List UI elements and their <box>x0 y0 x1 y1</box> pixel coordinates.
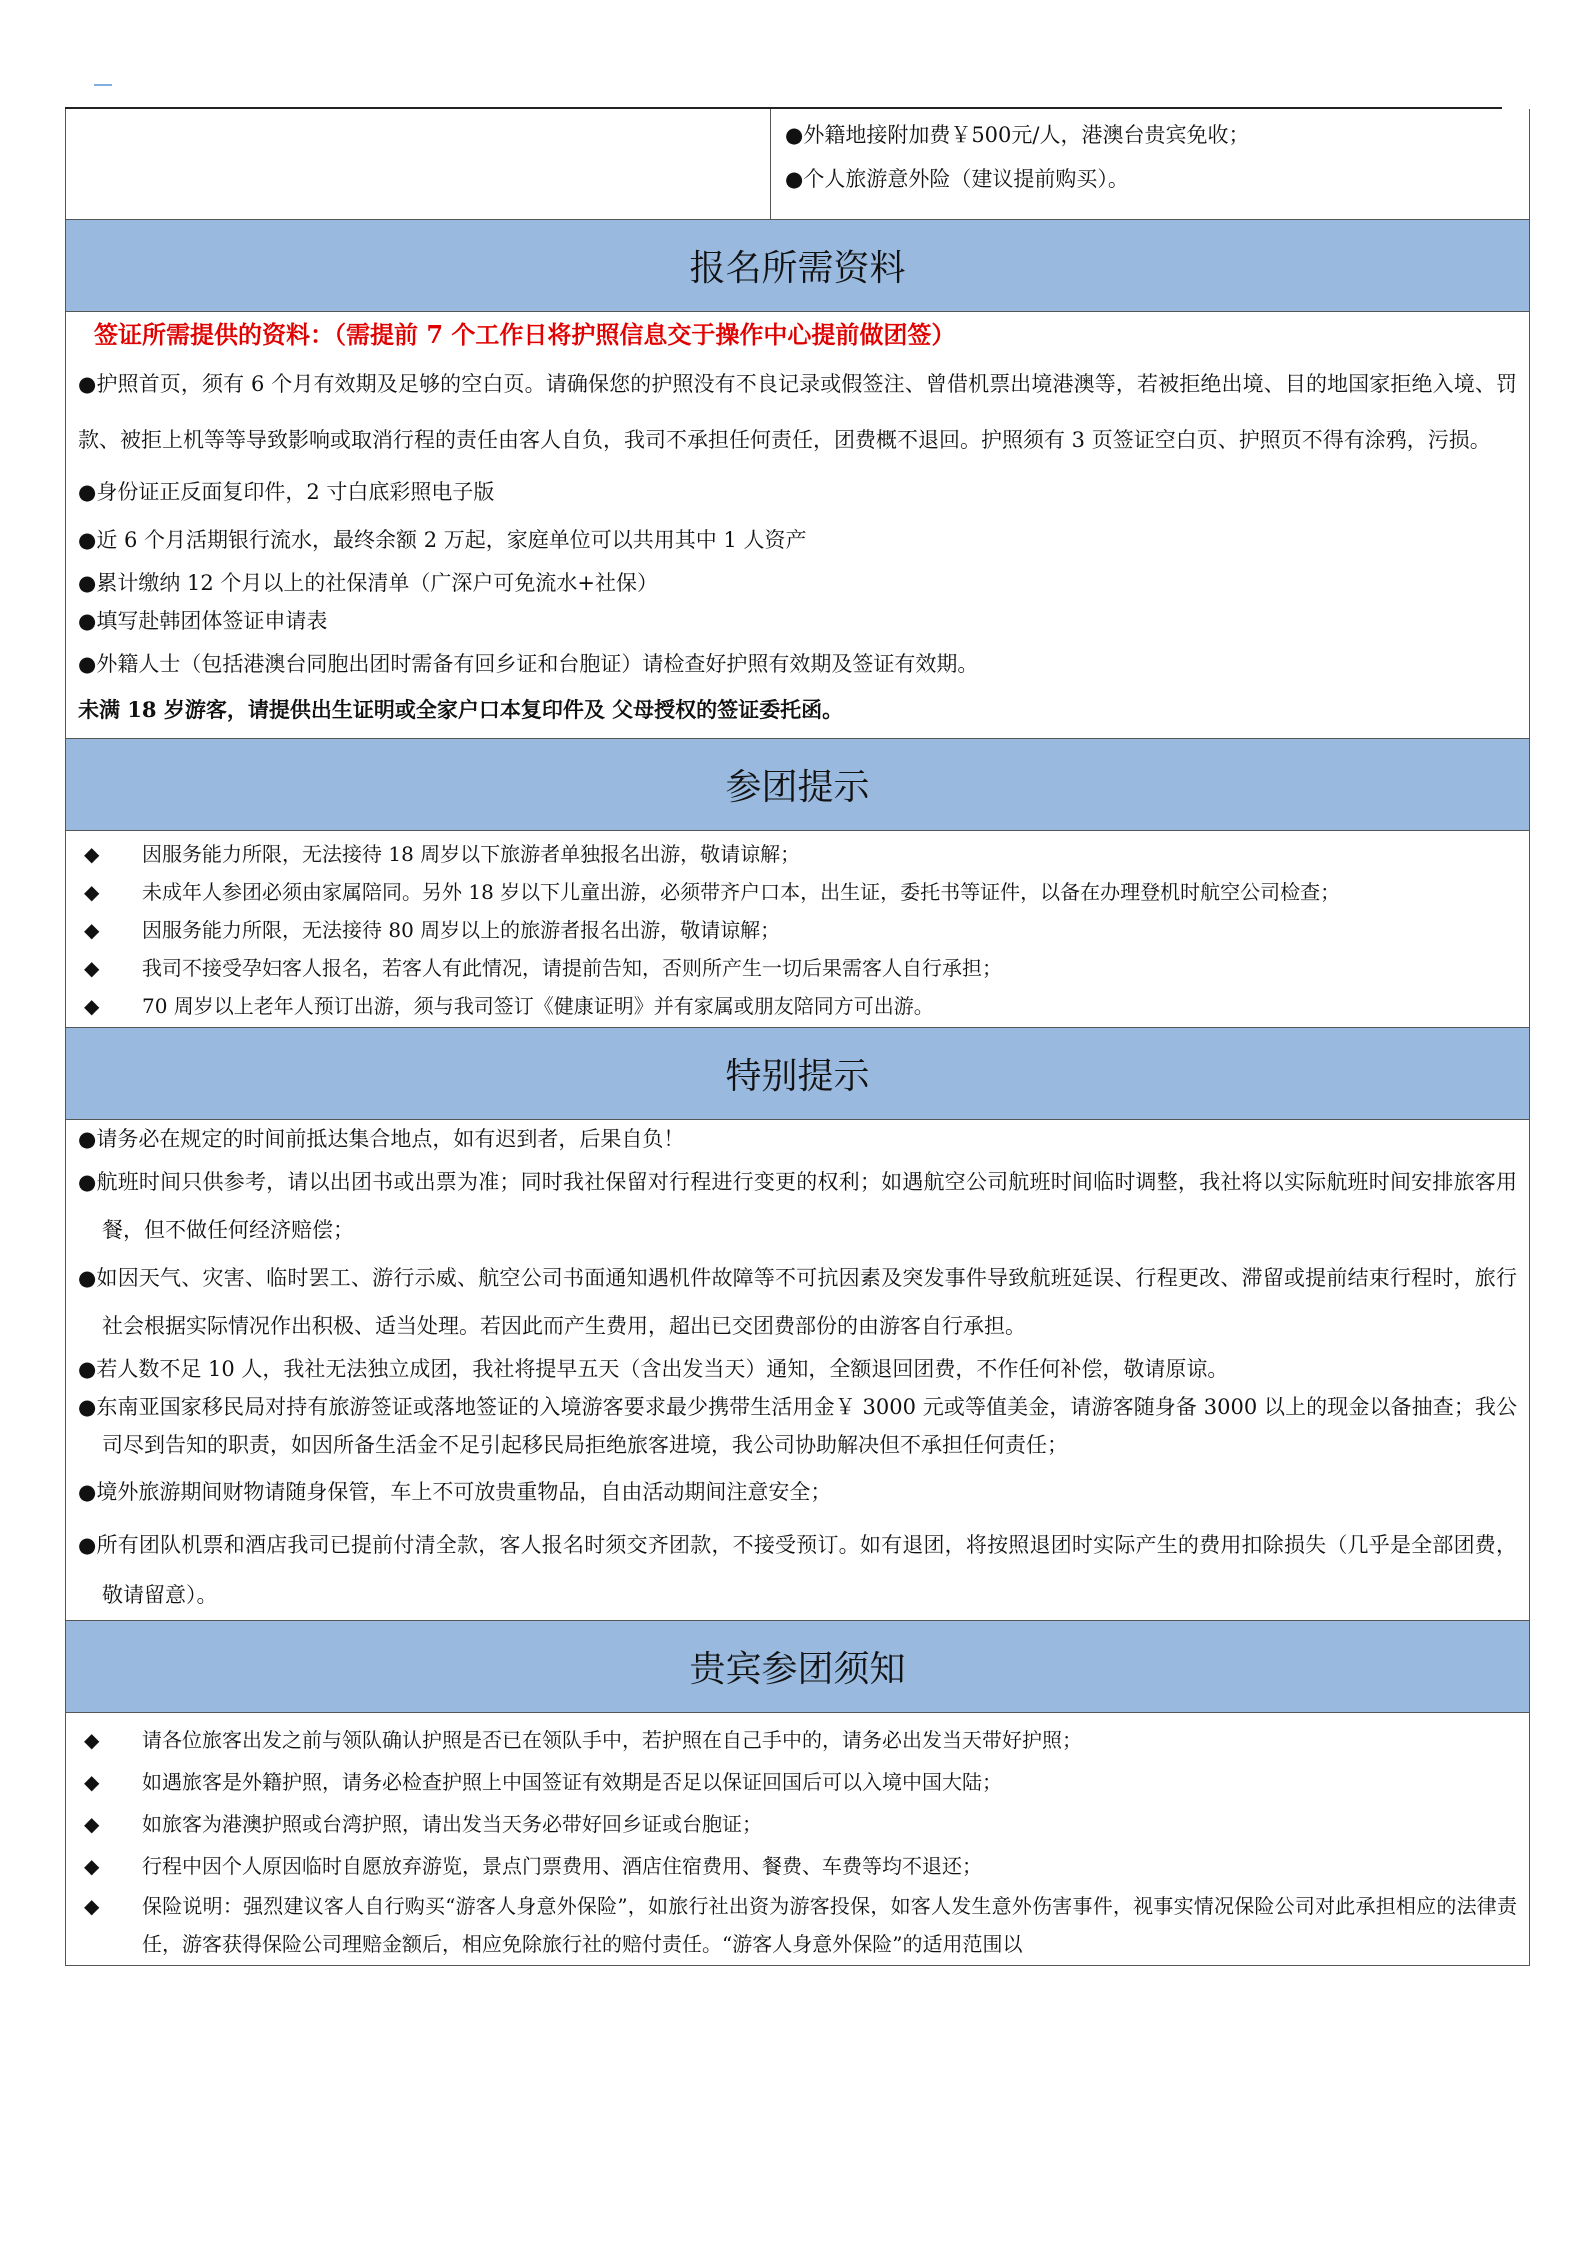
guest-item: ◆ 请各位旅客出发之前与领队确认护照是否已在领队手中，若护照在自己手中的，请务必出发当天带好护照； <box>78 1719 1517 1761</box>
tip-item: ◆ 因服务能力所限，无法接待 18 周岁以下旅游者单独报名出游，敬请谅解； <box>78 835 1517 873</box>
guests-section <box>65 1713 1530 1966</box>
special-item: ●如因天气、灾害、临时罢工、游行示威、航空公司书面通知遇机件故障等不可抗因素及突发事件导致航班延误、行程更改、滞留或提前结束行程时，旅行社会根据实际情况作出积极、适当处理。若因此而产生费用，超出已交团费部份的由游客自行承担。 <box>78 1266 1517 1338</box>
header-mark <box>94 84 112 86</box>
special-item: ●若人数不足 10 人，我社无法独立成团，我社将提早五天（含出发当天）通知，全额退回团费，不作任何补偿，敬请原谅。 <box>78 1357 1229 1381</box>
diamond-bullet-icon: ◆ <box>84 842 100 866</box>
diamond-bullet-icon: ◆ <box>84 880 100 904</box>
tip-item: ◆ 70 周岁以上老年人预订出游，须与我司签订《健康证明》并有家属或朋友陪同方可出游。 <box>78 987 1517 1025</box>
tip-item: ◆ 我司不接受孕妇客人报名，若客人有此情况，请提前告知，否则所产生一切后果需客人自行承担； <box>78 949 1517 987</box>
diamond-bullet-icon: ◆ <box>84 1894 100 1918</box>
special-item: ●航班时间只供参考，请以出团书或出票为准；同时我社保留对行程进行变更的权利；如遇航空公司航班时间临时调整，我社将以实际航班时间安排旅客用餐，但不做任何经济赔偿； <box>78 1170 1517 1242</box>
material-item: ●护照首页，须有 6 个月有效期及足够的空白页。请确保您的护照没有不良记录或假签注、曾借机票出境港澳等，若被拒绝出境、目的地国家拒绝入境、罚款、被拒上机等等导致影响或取消行程的责任由客人自负，我司不承担任何责任，团费概不退回。护照须有 3 页签证空白页、护照页不得有涂鸦，污损。 <box>78 372 1517 452</box>
material-item: ●填写赴韩团体签证申请表 <box>78 609 328 633</box>
fee-item: ●外籍地接附加费￥500元/人，港澳台贵宾免收； <box>785 123 1250 147</box>
diamond-bullet-icon: ◆ <box>84 918 100 942</box>
tips-section <box>65 831 1530 1028</box>
tip-item: ◆ 未成年人参团必须由家属陪同。另外 18 岁以下儿童出游，必须带齐户口本，出生证，委托书等证件，以备在办理登机时航空公司检查； <box>78 873 1517 911</box>
material-item: ●身份证正反面复印件，2 寸白底彩照电子版 <box>78 480 495 504</box>
tip-item: ◆ 因服务能力所限，无法接待 80 周岁以上的旅游者报名出游，敬请谅解； <box>78 911 1517 949</box>
diamond-bullet-icon: ◆ <box>84 994 100 1018</box>
section-title: 报名所需资料 <box>689 248 906 289</box>
section-header-tips <box>65 739 1530 831</box>
fees-right-cell <box>771 109 1529 219</box>
guest-item: ◆ 如遇旅客是外籍护照，请务必检查护照上中国签证有效期是否足以保证回国后可以入境中国大陆； <box>78 1761 1517 1803</box>
material-item: ●近 6 个月活期银行流水，最终余额 2 万起，家庭单位可以共用其中 1 人资产 <box>78 528 807 552</box>
material-item: ●外籍人士（包括港澳台同胞出团时需备有回乡证和台胞证）请检查好护照有效期及签证有效期。 <box>78 652 979 676</box>
section-header-materials <box>65 220 1530 312</box>
fees-left-cell <box>66 109 771 219</box>
minor-bold-note: 未满 18 岁游客，请提供出生证明或全家户口本复印件及 父母授权的签证委托函。 <box>78 697 844 722</box>
visa-red-note: 签证所需提供的资料：（需提前 7 个工作日将护照信息交于操作中心提前做团签） <box>94 320 956 349</box>
diamond-bullet-icon: ◆ <box>84 1770 100 1794</box>
guest-item: ◆ 保险说明：强烈建议客人自行购买“游客人身意外保险”，如旅行社出资为游客投保，如客人发生意外伤害事件，视事实情况保险公司对此承担相应的法律责任，游客获得保险公司理赔金额后，相应免除旅行社的赔付责任。“游客人身意外保险”的适用范围以 <box>78 1887 1517 1963</box>
section-title: 参团提示 <box>725 767 870 808</box>
diamond-bullet-icon: ◆ <box>84 1812 100 1836</box>
section-title: 特别提示 <box>725 1056 870 1097</box>
special-item: ●东南亚国家移民局对持有旅游签证或落地签证的入境游客要求最少携带生活用金￥ 3000 元或等值美金，请游客随身备 3000 以上的现金以备抽查；我公司尽到告知的职责，如因所备生活金不足引起移民局拒绝旅客进境，我公司协助解决但不承担任何责任； <box>78 1395 1517 1457</box>
section-header-special <box>65 1028 1530 1120</box>
diamond-bullet-icon: ◆ <box>84 1728 100 1752</box>
special-item: ●请务必在规定的时间前抵达集合地点，如有迟到者，后果自负！ <box>78 1127 685 1151</box>
fee-item: ●个人旅游意外险（建议提前购买）。 <box>785 167 1129 191</box>
diamond-bullet-icon: ◆ <box>84 1854 100 1878</box>
guest-item: ◆ 如旅客为港澳护照或台湾护照，请出发当天务必带好回乡证或台胞证； <box>78 1803 1517 1845</box>
document-body <box>65 109 1530 1966</box>
material-item: ●累计缴纳 12 个月以上的社保清单（广深户可免流水+社保） <box>78 571 658 595</box>
guest-item: ◆ 行程中因个人原因临时自愿放弃游览，景点门票费用、酒店住宿费用、餐费、车费等均不退还； <box>78 1845 1517 1887</box>
special-item: ●所有团队机票和酒店我司已提前付清全款，客人报名时须交齐团款，不接受预订。如有退团，将按照退团时实际产生的费用扣除损失（几乎是全部团费，敬请留意）。 <box>78 1533 1517 1607</box>
section-title: 贵宾参团须知 <box>689 1649 906 1690</box>
materials-section <box>65 312 1530 739</box>
special-section <box>65 1120 1530 1621</box>
section-header-guests <box>65 1621 1530 1713</box>
fees-row <box>65 109 1530 220</box>
diamond-bullet-icon: ◆ <box>84 956 100 980</box>
special-item: ●境外旅游期间财物请随身保管，车上不可放贵重物品，自由活动期间注意安全； <box>78 1480 832 1504</box>
